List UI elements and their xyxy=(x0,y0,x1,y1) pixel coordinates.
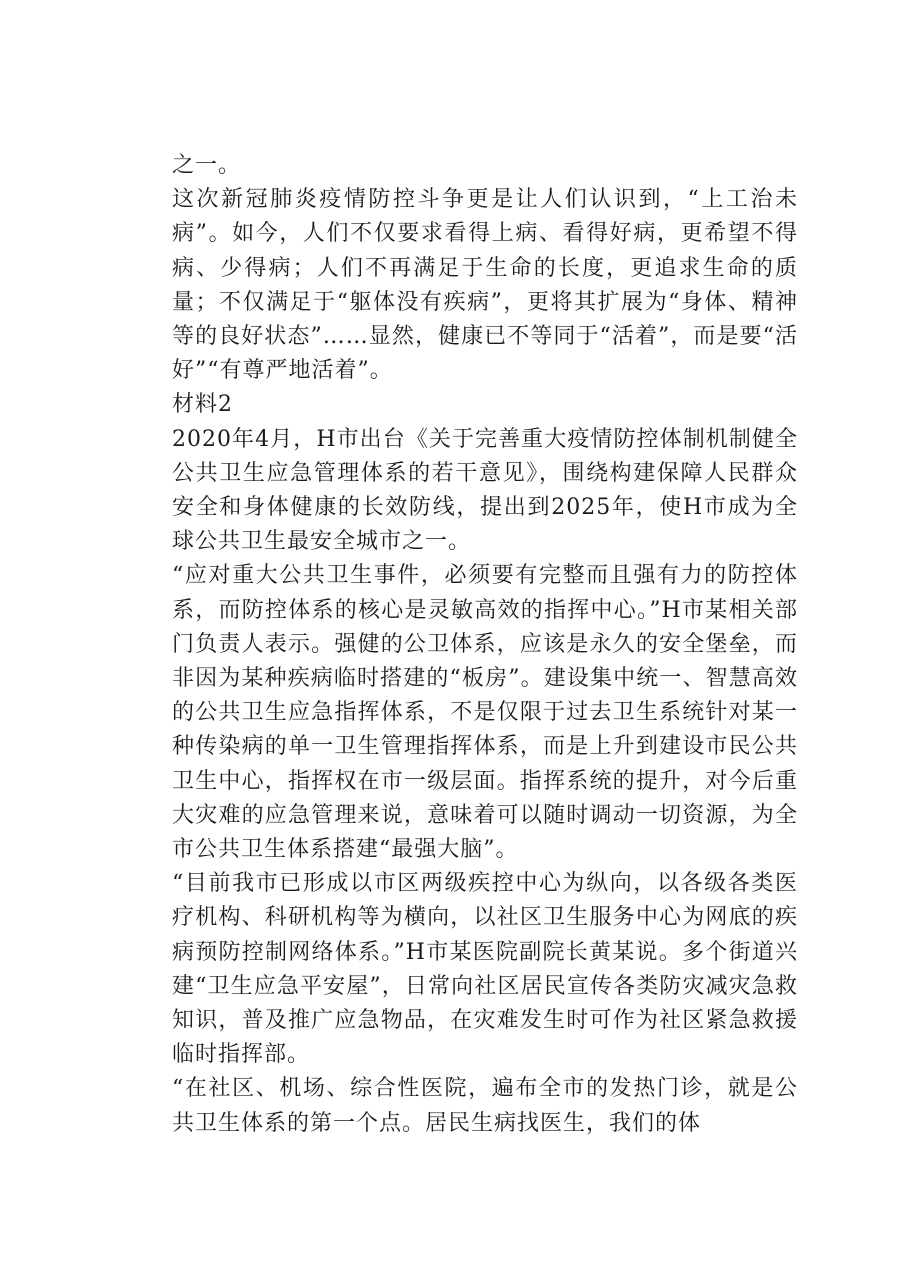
paragraph-prevention-network: “目前我市已形成以市区两级疾控中心为纵向，以各级各类医疗机构、科研机构等为横向，以社区卫生服务中心为网底的疾病预防控制网络体系。”H市某医院副院长黄某说。多个街道兴建“卫生应急平安屋”，日常向社区居民宣传各类防灾减灾急救知识，普及推广应急物品，在灾难发生时可作为社区紧急救援临时指挥部。 xyxy=(172,871,798,1068)
material-heading: 材料2 xyxy=(172,392,233,418)
paragraph-command-center: “应对重大公共卫生事件，必须要有完整而且强有力的防控体系，而防控体系的核心是灵敏高效的指挥中心。”H市某相关部门负责人表示。强健的公卫体系，应该是永久的安全堡垒，而非因为某种疾病临时搭建的“板房”。建设集中统一、智慧高效的公共卫生应急指挥体系，不是仅限于过去卫生系统针对某一种传染病的单一卫生管理指挥体系，而是上升到建设市民公共卫生中心，指挥权在市一级层面。指挥系统的提升，对今后重大灾难的应急管理来说，意味着可以随时调动一切资源，为全市公共卫生体系搭建“最强大脑”。 xyxy=(172,563,798,863)
paragraph-policy: 2020年4月，H市出台《关于完善重大疫情防控体制机制健全公共卫生应急管理体系的若干意见》，围绕构建保障人民群众安全和身体健康的长效防线，提出到2025年，使H市成为全球公共卫生最安全城市之一。 xyxy=(172,426,798,555)
document-body xyxy=(172,149,798,1141)
paragraph-fever-clinics: “在社区、机场、综合性医院，遍布全市的发热门诊，就是公共卫生体系的第一个点。居民生病找医生，我们的体 xyxy=(172,1076,798,1136)
paragraph-health-awareness: 这次新冠肺炎疫情防控斗争更是让人们认识到，“上工治未病”。如今，人们不仅要求看得上病、看得好病，更希望不得病、少得病；人们不再满足于生命的长度，更追求生命的质量；不仅满足于“躯体没有疾病”，更将其扩展为“身体、精神等的良好状态”……显然，健康已不等同于“活着”，而是要“活好”“有尊严地活着”。 xyxy=(172,187,798,384)
paragraph-continuation: 之一。 xyxy=(172,153,242,178)
